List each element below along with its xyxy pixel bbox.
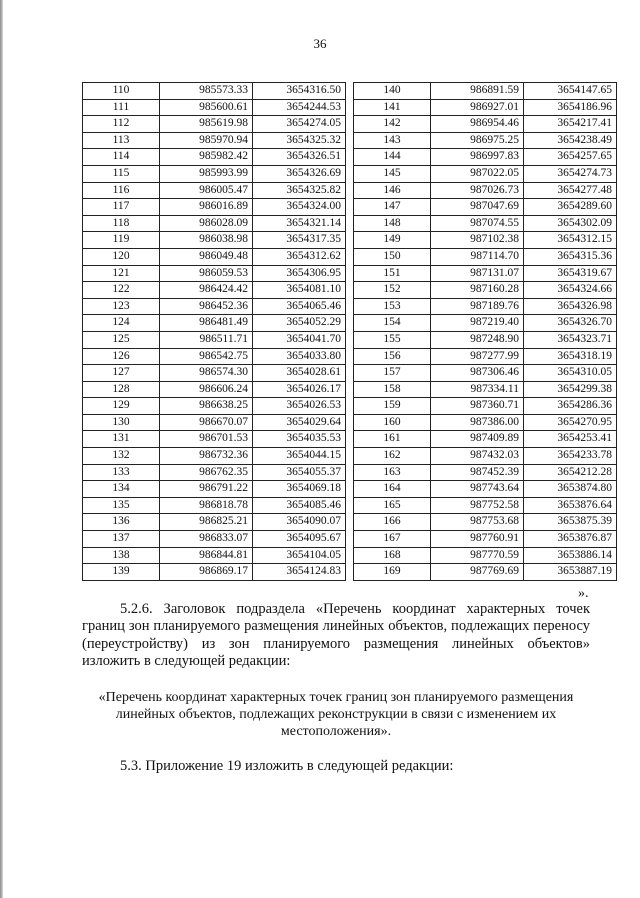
point-number-cell: 130 (83, 414, 160, 431)
x-coordinate-cell: 986574.30 (160, 365, 253, 382)
x-coordinate-cell: 986791.22 (160, 481, 253, 498)
point-number-cell: 161 (354, 431, 431, 448)
point-number-cell: 115 (83, 165, 160, 182)
table-row (83, 448, 346, 465)
y-coordinate-cell: 3654041.70 (253, 331, 346, 348)
x-coordinate-cell: 987277.99 (431, 348, 524, 365)
y-coordinate-cell: 3654286.36 (524, 398, 617, 415)
table-row (83, 265, 346, 282)
table-row (354, 448, 617, 465)
y-coordinate-cell: 3654321.14 (253, 215, 346, 232)
table-row (83, 331, 346, 348)
y-coordinate-cell: 3654052.29 (253, 315, 346, 332)
table-row (83, 298, 346, 315)
point-number-cell: 113 (83, 132, 160, 149)
point-number-cell: 110 (83, 83, 160, 100)
x-coordinate-cell: 986481.49 (160, 315, 253, 332)
x-coordinate-cell: 987022.05 (431, 165, 524, 182)
x-coordinate-cell: 987432.03 (431, 448, 524, 465)
x-coordinate-cell: 987452.39 (431, 464, 524, 481)
x-coordinate-cell: 987360.71 (431, 398, 524, 415)
point-number-cell: 129 (83, 398, 160, 415)
y-coordinate-cell: 3653886.14 (524, 547, 617, 564)
y-coordinate-cell: 3654035.53 (253, 431, 346, 448)
table-right-body (354, 83, 617, 581)
x-coordinate-cell: 986869.17 (160, 564, 253, 581)
y-coordinate-cell: 3654319.67 (524, 265, 617, 282)
point-number-cell: 150 (354, 248, 431, 265)
table-row (83, 348, 346, 365)
table-row (83, 83, 346, 100)
y-coordinate-cell: 3654238.49 (524, 132, 617, 149)
point-number-cell: 140 (354, 83, 431, 100)
point-number-cell: 168 (354, 547, 431, 564)
point-number-cell: 157 (354, 365, 431, 382)
table-row (354, 282, 617, 299)
coordinates-table-right (353, 82, 617, 581)
y-coordinate-cell: 3654055.37 (253, 464, 346, 481)
point-number-cell: 137 (83, 531, 160, 548)
table-row (83, 431, 346, 448)
x-coordinate-cell: 987131.07 (431, 265, 524, 282)
point-number-cell: 132 (83, 448, 160, 465)
table-row (83, 464, 346, 481)
table-row (354, 564, 617, 581)
quoted-title: «Перечень координат характерных точек границ зон планируемого размещения линейных объектов, подлежащих реконструкции в связи с изменением их местоположения». (98, 690, 574, 739)
table-row (354, 265, 617, 282)
table-row (354, 248, 617, 265)
point-number-cell: 148 (354, 215, 431, 232)
y-coordinate-cell: 3654325.82 (253, 182, 346, 199)
x-coordinate-cell: 985982.42 (160, 149, 253, 166)
y-coordinate-cell: 3654104.05 (253, 547, 346, 564)
y-coordinate-cell: 3654270.95 (524, 414, 617, 431)
point-number-cell: 119 (83, 232, 160, 249)
point-number-cell: 123 (83, 298, 160, 315)
table-row (83, 365, 346, 382)
y-coordinate-cell: 3654033.80 (253, 348, 346, 365)
table-row (354, 414, 617, 431)
y-coordinate-cell: 3654253.41 (524, 431, 617, 448)
x-coordinate-cell: 986844.81 (160, 547, 253, 564)
point-number-cell: 125 (83, 331, 160, 348)
point-number-cell: 159 (354, 398, 431, 415)
y-coordinate-cell: 3654090.07 (253, 514, 346, 531)
x-coordinate-cell: 986452.36 (160, 298, 253, 315)
table-row (354, 331, 617, 348)
y-coordinate-cell: 3654310.05 (524, 365, 617, 382)
y-coordinate-cell: 3654324.00 (253, 199, 346, 216)
x-coordinate-cell: 987114.70 (431, 248, 524, 265)
y-coordinate-cell: 3654325.32 (253, 132, 346, 149)
point-number-cell: 149 (354, 232, 431, 249)
table-row (354, 132, 617, 149)
y-coordinate-cell: 3654069.18 (253, 481, 346, 498)
y-coordinate-cell: 3654026.53 (253, 398, 346, 415)
y-coordinate-cell: 3654318.19 (524, 348, 617, 365)
table-row (83, 199, 346, 216)
point-number-cell: 143 (354, 132, 431, 149)
point-number-cell: 124 (83, 315, 160, 332)
table-row (83, 248, 346, 265)
point-number-cell: 151 (354, 265, 431, 282)
point-number-cell: 166 (354, 514, 431, 531)
point-number-cell: 167 (354, 531, 431, 548)
y-coordinate-cell: 3654186.96 (524, 99, 617, 116)
x-coordinate-cell: 986997.83 (431, 149, 524, 166)
table-row (354, 232, 617, 249)
x-coordinate-cell: 987102.38 (431, 232, 524, 249)
y-coordinate-cell: 3654081.10 (253, 282, 346, 299)
table-row (354, 215, 617, 232)
y-coordinate-cell: 3654306.95 (253, 265, 346, 282)
point-number-cell: 118 (83, 215, 160, 232)
table-row (83, 564, 346, 581)
y-coordinate-cell: 3654302.09 (524, 215, 617, 232)
table-row (354, 116, 617, 133)
x-coordinate-cell: 987334.11 (431, 381, 524, 398)
x-coordinate-cell: 986005.47 (160, 182, 253, 199)
x-coordinate-cell: 987760.91 (431, 531, 524, 548)
y-coordinate-cell: 3654316.50 (253, 83, 346, 100)
x-coordinate-cell: 986606.24 (160, 381, 253, 398)
y-coordinate-cell: 3654317.35 (253, 232, 346, 249)
table-row (83, 116, 346, 133)
x-coordinate-cell: 985573.33 (160, 83, 253, 100)
x-coordinate-cell: 987752.58 (431, 497, 524, 514)
x-coordinate-cell: 987386.00 (431, 414, 524, 431)
table-row (83, 497, 346, 514)
y-coordinate-cell: 3654326.51 (253, 149, 346, 166)
table-row (354, 315, 617, 332)
table-left-body (83, 83, 346, 581)
point-number-cell: 126 (83, 348, 160, 365)
x-coordinate-cell: 985619.98 (160, 116, 253, 133)
point-number-cell: 142 (354, 116, 431, 133)
x-coordinate-cell: 986833.07 (160, 531, 253, 548)
point-number-cell: 131 (83, 431, 160, 448)
y-coordinate-cell: 3654095.67 (253, 531, 346, 548)
x-coordinate-cell: 987026.73 (431, 182, 524, 199)
point-number-cell: 136 (83, 514, 160, 531)
table-row (354, 497, 617, 514)
table-row (354, 431, 617, 448)
y-coordinate-cell: 3654124.83 (253, 564, 346, 581)
point-number-cell: 153 (354, 298, 431, 315)
y-coordinate-cell: 3654274.73 (524, 165, 617, 182)
table-row (83, 398, 346, 415)
table-row (354, 182, 617, 199)
table-row (83, 282, 346, 299)
y-coordinate-cell: 3654299.38 (524, 381, 617, 398)
closing-quote: ». (578, 586, 589, 601)
x-coordinate-cell: 987189.76 (431, 298, 524, 315)
y-coordinate-cell: 3653876.64 (524, 497, 617, 514)
point-number-cell: 146 (354, 182, 431, 199)
y-coordinate-cell: 3654147.65 (524, 83, 617, 100)
x-coordinate-cell: 986049.48 (160, 248, 253, 265)
point-number-cell: 128 (83, 381, 160, 398)
x-coordinate-cell: 987047.69 (431, 199, 524, 216)
point-number-cell: 112 (83, 116, 160, 133)
y-coordinate-cell: 3654065.46 (253, 298, 346, 315)
point-number-cell: 160 (354, 414, 431, 431)
y-coordinate-cell: 3654028.61 (253, 365, 346, 382)
table-row (354, 381, 617, 398)
y-coordinate-cell: 3653875.39 (524, 514, 617, 531)
point-number-cell: 155 (354, 331, 431, 348)
table-row (83, 215, 346, 232)
x-coordinate-cell: 986891.59 (431, 83, 524, 100)
x-coordinate-cell: 986927.01 (431, 99, 524, 116)
x-coordinate-cell: 985993.99 (160, 165, 253, 182)
point-number-cell: 120 (83, 248, 160, 265)
table-row (83, 481, 346, 498)
table-row (354, 464, 617, 481)
x-coordinate-cell: 986762.35 (160, 464, 253, 481)
x-coordinate-cell: 987160.28 (431, 282, 524, 299)
x-coordinate-cell: 987753.68 (431, 514, 524, 531)
y-coordinate-cell: 3654326.98 (524, 298, 617, 315)
point-number-cell: 117 (83, 199, 160, 216)
table-row (354, 514, 617, 531)
table-row (83, 547, 346, 564)
point-number-cell: 141 (354, 99, 431, 116)
table-row (354, 398, 617, 415)
table-row (83, 232, 346, 249)
x-coordinate-cell: 986511.71 (160, 331, 253, 348)
x-coordinate-cell: 987769.69 (431, 564, 524, 581)
table-row (354, 547, 617, 564)
y-coordinate-cell: 3654323.71 (524, 331, 617, 348)
point-number-cell: 122 (83, 282, 160, 299)
point-number-cell: 156 (354, 348, 431, 365)
table-row (354, 149, 617, 166)
x-coordinate-cell: 986701.53 (160, 431, 253, 448)
y-coordinate-cell: 3654233.78 (524, 448, 617, 465)
y-coordinate-cell: 3654326.69 (253, 165, 346, 182)
point-number-cell: 164 (354, 481, 431, 498)
scan-edge (0, 0, 3, 898)
y-coordinate-cell: 3654289.60 (524, 199, 617, 216)
table-row (354, 365, 617, 382)
y-coordinate-cell: 3654274.05 (253, 116, 346, 133)
x-coordinate-cell: 985600.61 (160, 99, 253, 116)
x-coordinate-cell: 987248.90 (431, 331, 524, 348)
point-number-cell: 152 (354, 282, 431, 299)
y-coordinate-cell: 3654244.53 (253, 99, 346, 116)
point-number-cell: 165 (354, 497, 431, 514)
point-number-cell: 134 (83, 481, 160, 498)
table-row (83, 99, 346, 116)
table-row (83, 531, 346, 548)
x-coordinate-cell: 986016.89 (160, 199, 253, 216)
x-coordinate-cell: 987743.64 (431, 481, 524, 498)
x-coordinate-cell: 987409.89 (431, 431, 524, 448)
table-row (354, 348, 617, 365)
y-coordinate-cell: 3654257.65 (524, 149, 617, 166)
y-coordinate-cell: 3654312.62 (253, 248, 346, 265)
table-row (83, 132, 346, 149)
x-coordinate-cell: 986059.53 (160, 265, 253, 282)
point-number-cell: 135 (83, 497, 160, 514)
table-row (354, 199, 617, 216)
x-coordinate-cell: 986424.42 (160, 282, 253, 299)
page-number: 36 (313, 36, 327, 51)
table-row (354, 99, 617, 116)
point-number-cell: 163 (354, 464, 431, 481)
table-row (354, 298, 617, 315)
point-number-cell: 144 (354, 149, 431, 166)
x-coordinate-cell: 986818.78 (160, 497, 253, 514)
point-number-cell: 139 (83, 564, 160, 581)
point-number-cell: 138 (83, 547, 160, 564)
x-coordinate-cell: 986825.21 (160, 514, 253, 531)
y-coordinate-cell: 3654312.15 (524, 232, 617, 249)
x-coordinate-cell: 986954.46 (431, 116, 524, 133)
coordinates-table-left (82, 82, 346, 581)
point-number-cell: 147 (354, 199, 431, 216)
y-coordinate-cell: 3653887.19 (524, 564, 617, 581)
x-coordinate-cell: 986028.09 (160, 215, 253, 232)
y-coordinate-cell: 3653874.80 (524, 481, 617, 498)
x-coordinate-cell: 986638.25 (160, 398, 253, 415)
point-number-cell: 145 (354, 165, 431, 182)
x-coordinate-cell: 986732.36 (160, 448, 253, 465)
table-row (354, 83, 617, 100)
table-row (354, 165, 617, 182)
x-coordinate-cell: 986038.98 (160, 232, 253, 249)
y-coordinate-cell: 3654315.36 (524, 248, 617, 265)
y-coordinate-cell: 3654026.17 (253, 381, 346, 398)
table-row (83, 315, 346, 332)
table-row (83, 182, 346, 199)
paragraph-5-3: 5.3. Приложение 19 изложить в следующей редакции: (120, 758, 454, 774)
y-coordinate-cell: 3654326.70 (524, 315, 617, 332)
y-coordinate-cell: 3653876.87 (524, 531, 617, 548)
y-coordinate-cell: 3654029.64 (253, 414, 346, 431)
x-coordinate-cell: 985970.94 (160, 132, 253, 149)
point-number-cell: 169 (354, 564, 431, 581)
point-number-cell: 116 (83, 182, 160, 199)
x-coordinate-cell: 987074.55 (431, 215, 524, 232)
table-row (83, 514, 346, 531)
x-coordinate-cell: 986542.75 (160, 348, 253, 365)
point-number-cell: 121 (83, 265, 160, 282)
y-coordinate-cell: 3654217.41 (524, 116, 617, 133)
x-coordinate-cell: 987770.59 (431, 547, 524, 564)
point-number-cell: 162 (354, 448, 431, 465)
point-number-cell: 133 (83, 464, 160, 481)
x-coordinate-cell: 986975.25 (431, 132, 524, 149)
point-number-cell: 154 (354, 315, 431, 332)
y-coordinate-cell: 3654085.46 (253, 497, 346, 514)
point-number-cell: 158 (354, 381, 431, 398)
point-number-cell: 111 (83, 99, 160, 116)
table-row (83, 381, 346, 398)
x-coordinate-cell: 986670.07 (160, 414, 253, 431)
y-coordinate-cell: 3654212.28 (524, 464, 617, 481)
paragraph-5-2-6: 5.2.6. Заголовок подраздела «Перечень координат характерных точек границ зон планируемого размещения линейных объектов, подлежащих переносу (переустройству) из зон планируемого размещения линейных объектов» изложить в следующей редакции: (82, 601, 590, 670)
point-number-cell: 114 (83, 149, 160, 166)
y-coordinate-cell: 3654277.48 (524, 182, 617, 199)
point-number-cell: 127 (83, 365, 160, 382)
table-row (83, 414, 346, 431)
x-coordinate-cell: 987306.46 (431, 365, 524, 382)
y-coordinate-cell: 3654044.15 (253, 448, 346, 465)
table-row (354, 531, 617, 548)
y-coordinate-cell: 3654324.66 (524, 282, 617, 299)
table-row (83, 149, 346, 166)
table-row (354, 481, 617, 498)
x-coordinate-cell: 987219.40 (431, 315, 524, 332)
table-row (83, 165, 346, 182)
